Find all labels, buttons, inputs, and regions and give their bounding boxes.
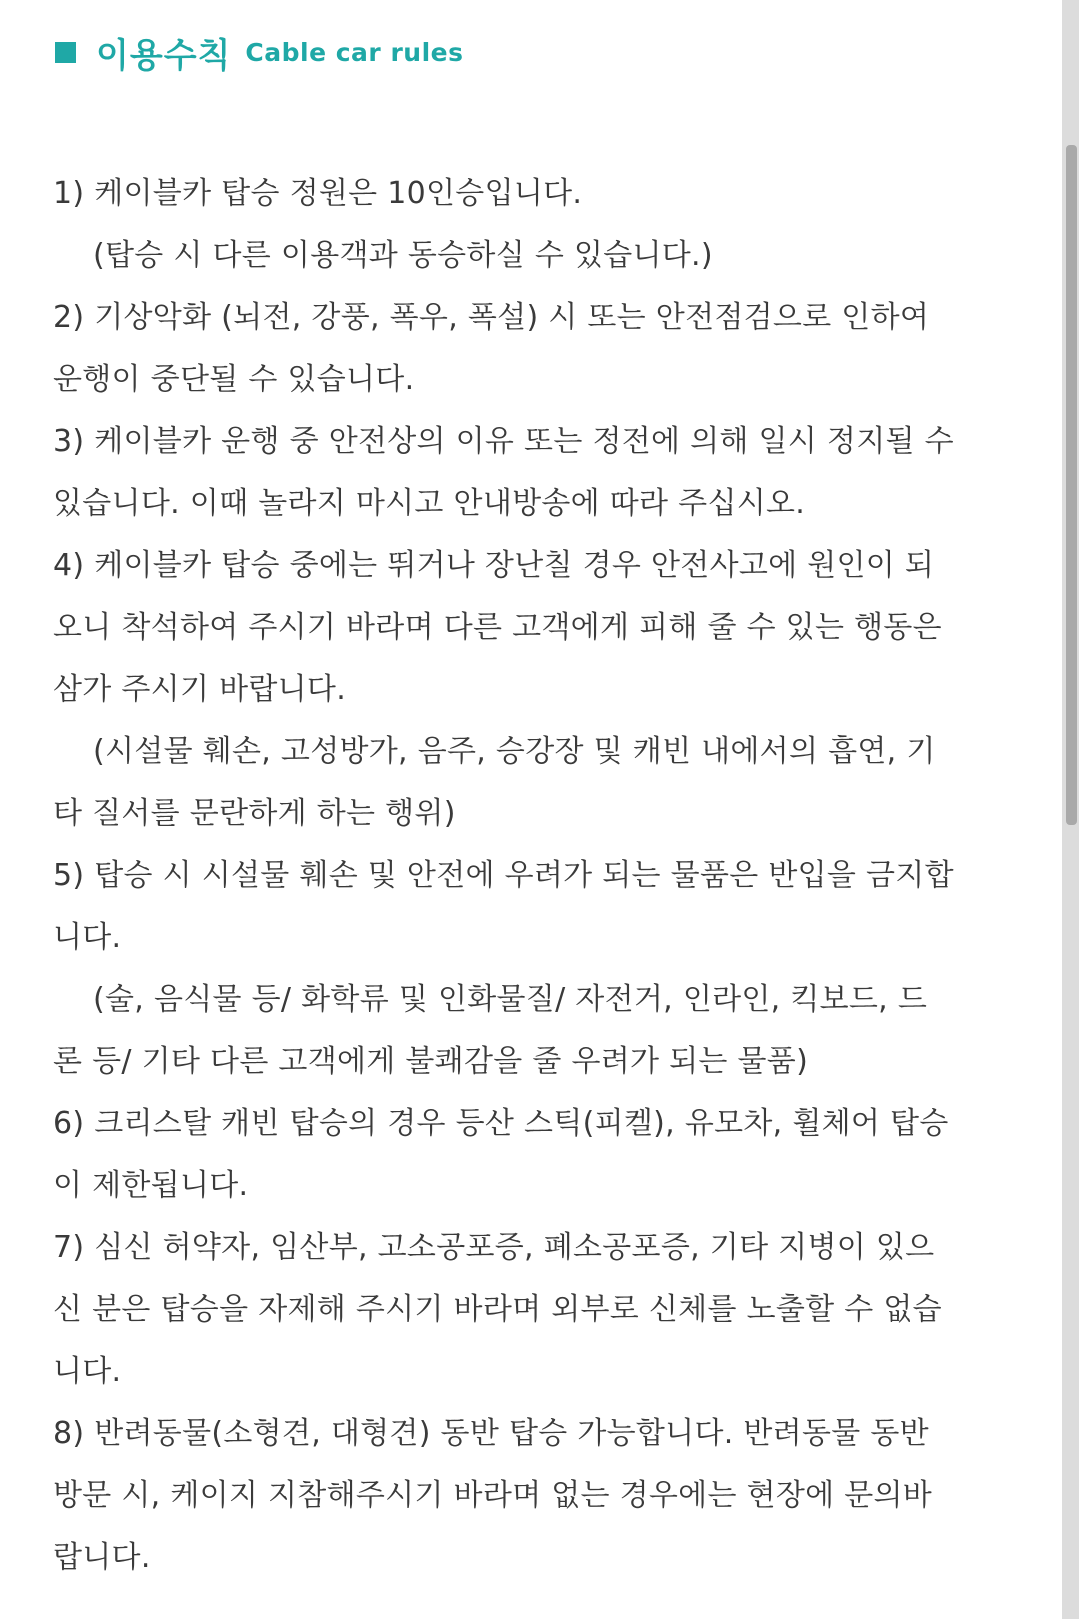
rule-line: (시설물 훼손, 고성방가, 음주, 승강장 및 캐빈 내에서의 흡연, 기 bbox=[93, 734, 936, 769]
rule-line: 8) 반려동물(소형견, 대형견) 동반 탑승 가능합니다. 반려동물 동반 bbox=[53, 1416, 929, 1451]
rule-line: 운행이 중단될 수 있습니다. bbox=[53, 362, 415, 397]
rule-line: 타 질서를 문란하게 하는 행위) bbox=[53, 796, 456, 831]
section-heading bbox=[55, 28, 464, 77]
rule-line: 이 제한됩니다. bbox=[53, 1168, 249, 1203]
rule-line: 5) 탑승 시 시설물 훼손 및 안전에 우려가 되는 물품은 반입을 금지합 bbox=[53, 858, 954, 893]
rule-line: 3) 케이블카 운행 중 안전상의 이유 또는 정전에 의해 일시 정지될 수 bbox=[53, 424, 954, 459]
rule-line: 랍니다. bbox=[53, 1540, 151, 1575]
rule-line: 론 등/ 기타 다른 고객에게 불쾌감을 줄 우려가 되는 물품) bbox=[53, 1044, 809, 1079]
rule-line: 신 분은 탑승을 자제해 주시기 바라며 외부로 신체를 노출할 수 없습 bbox=[53, 1292, 942, 1327]
rule-line: 4) 케이블카 탑승 중에는 뛰거나 장난칠 경우 안전사고에 원인이 되 bbox=[53, 548, 935, 583]
rule-line: 오니 착석하여 주시기 바라며 다른 고객에게 피해 줄 수 있는 행동은 bbox=[53, 610, 942, 645]
rule-line: 방문 시, 케이지 지참해주시기 바라며 없는 경우에는 현장에 문의바 bbox=[53, 1478, 933, 1513]
square-bullet-icon bbox=[55, 42, 76, 63]
rule-line: 있습니다. 이때 놀라지 마시고 안내방송에 따라 주십시오. bbox=[53, 486, 806, 521]
heading-title-english: Cable car rules bbox=[245, 38, 464, 67]
rule-line: (탑승 시 다른 이용객과 동승하실 수 있습니다.) bbox=[93, 238, 713, 273]
heading-title-korean: 이용수칙 bbox=[96, 36, 232, 76]
rule-line: 2) 기상악화 (뇌전, 강풍, 폭우, 폭설) 시 또는 안전점검으로 인하여 bbox=[53, 300, 930, 335]
rule-line: 7) 심신 허약자, 임산부, 고소공포증, 폐소공포증, 기타 지병이 있으 bbox=[53, 1230, 935, 1265]
rule-line: 니다. bbox=[53, 920, 122, 955]
rule-line: 1) 케이블카 탑승 정원은 10인승입니다. bbox=[53, 176, 583, 211]
rules-list bbox=[53, 163, 1058, 1589]
scrollbar-thumb[interactable] bbox=[1066, 145, 1077, 825]
rule-line: 삼가 주시기 바랍니다. bbox=[53, 672, 347, 707]
rule-line: (술, 음식물 등/ 화학류 및 인화물질/ 자전거, 인라인, 킥보드, 드 bbox=[93, 982, 928, 1017]
rule-line: 6) 크리스탈 캐빈 탑승의 경우 등산 스틱(피켈), 유모차, 휠체어 탑승 bbox=[53, 1106, 949, 1141]
rule-line: 니다. bbox=[53, 1354, 122, 1389]
